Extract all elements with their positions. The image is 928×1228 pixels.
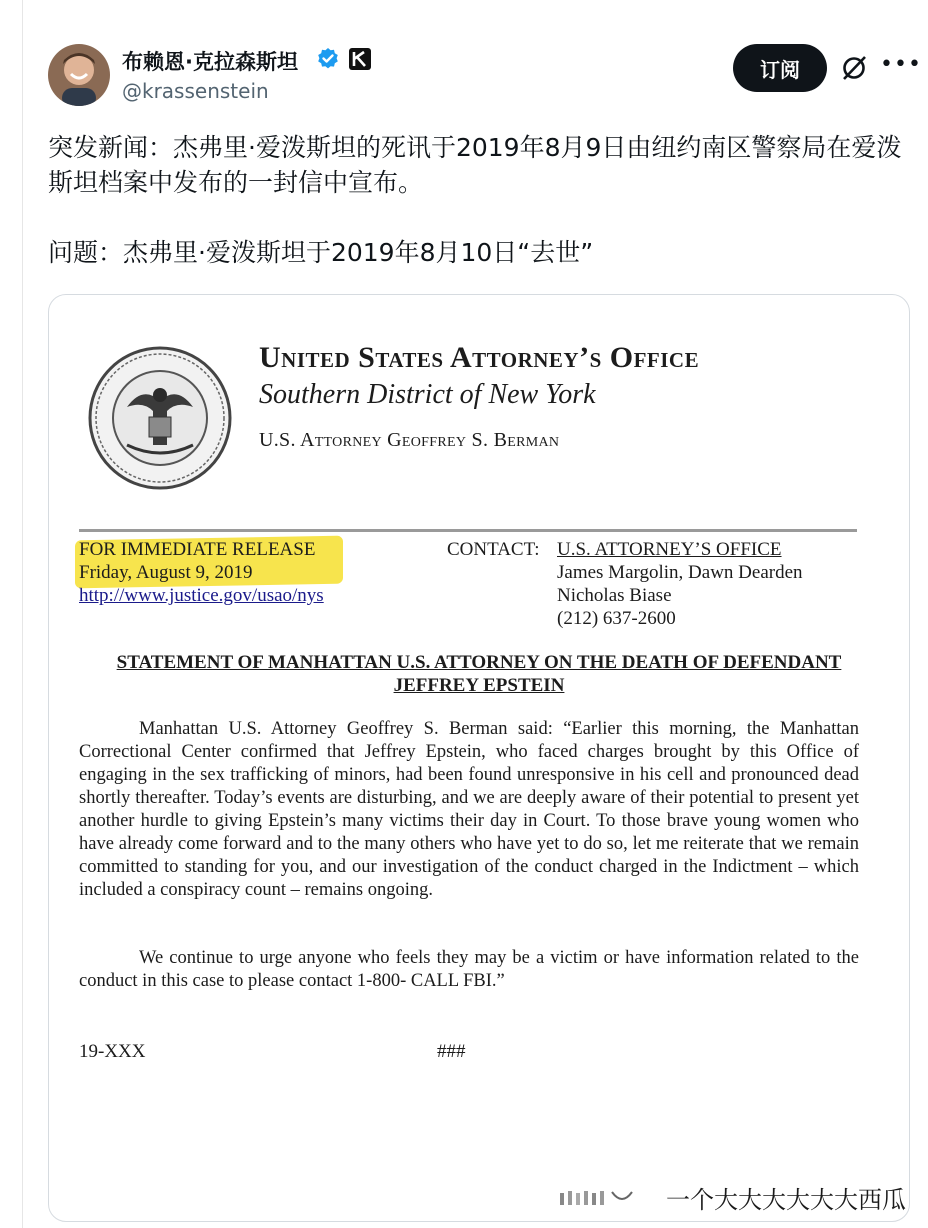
- document-end-mark: ###: [437, 1041, 466, 1062]
- tweet-media-image[interactable]: [48, 294, 910, 1222]
- verified-badge-icon: [316, 47, 340, 75]
- department-of-justice-seal-icon: [87, 345, 233, 496]
- document-number: 19-XXX: [79, 1041, 146, 1062]
- contact-phone: (212) 637-2600: [557, 608, 676, 629]
- statement-paragraph-2: We continue to urge anyone who feels they may be a victim or have information related to the conduct in this case to please contact 1-800- CALL FBI.”: [79, 948, 859, 991]
- release-date: Friday, August 9, 2019: [79, 562, 253, 583]
- author-name[interactable]: 布赖恩·克拉森斯坦: [122, 50, 298, 74]
- district-name: Southern District of New York: [259, 379, 596, 410]
- author-handle[interactable]: @krassenstein: [122, 79, 269, 103]
- subscribe-button[interactable]: 订阅: [733, 44, 827, 92]
- watermark-logo-icon: [560, 1190, 640, 1208]
- statement-title-line-1: STATEMENT OF MANHATTAN U.S. ATTORNEY ON THE DEATH OF DEFENDANT: [116, 652, 842, 673]
- grok-icon[interactable]: [840, 54, 868, 86]
- tweet-text: [48, 130, 908, 270]
- press-release-document: [49, 295, 909, 1221]
- attorney-name: U.S. Attorney Geoffrey S. Berman: [259, 429, 560, 451]
- watermark-text: 一个大大大大大大西瓜: [666, 1186, 906, 1214]
- tweet-paragraph-2: 问题：杰弗里·爱泼斯坦于2019年8月10日“去世”: [48, 238, 594, 267]
- contact-names-2: Nicholas Biase: [557, 585, 672, 606]
- office-title: United States Attorney’s Office: [259, 341, 700, 374]
- more-icon[interactable]: •••: [880, 52, 922, 77]
- release-url: http://www.justice.gov/usao/nys: [79, 585, 324, 606]
- post-left-rule: [22, 0, 23, 1228]
- document-divider: [79, 529, 857, 532]
- statement-title-line-2: JEFFREY EPSTEIN: [393, 675, 565, 696]
- contact-label: CONTACT:: [447, 539, 540, 560]
- affiliate-badge-icon: [349, 48, 371, 70]
- statement-title: [49, 651, 909, 697]
- statement-paragraph-1: Manhattan U.S. Attorney Geoffrey S. Berman said: “Earlier this morning, the Manhattan Correctional Center confirmed that Jeffrey Epstein, who faced charges brought by this Office of engaging in the sex trafficking of minors, had been found unresponsive in his cell and pronounced dead shortly thereafter. Today’s events are disturbing, and we are deeply aware of their potential to present yet another hurdle to giving Epstein’s many victims their day in Court. To those brave young women who have already come forward and to the many others who have yet to do so, let me reiterate that we remain committed to standing for you, and our investigation of the conduct charged in the Indictment – which included a conspiracy count – remains ongoing.: [79, 719, 859, 900]
- release-line: FOR IMMEDIATE RELEASE: [79, 539, 316, 560]
- tweet-paragraph-1: 突发新闻：杰弗里·爱泼斯坦的死讯于2019年8月9日由纽约南区警察局在爱泼斯坦档案中发布的一封信中宣布。: [48, 133, 902, 197]
- contact-names-1: James Margolin, Dawn Dearden: [557, 562, 803, 583]
- avatar[interactable]: [48, 44, 110, 106]
- contact-office: U.S. ATTORNEY’S OFFICE: [557, 539, 782, 560]
